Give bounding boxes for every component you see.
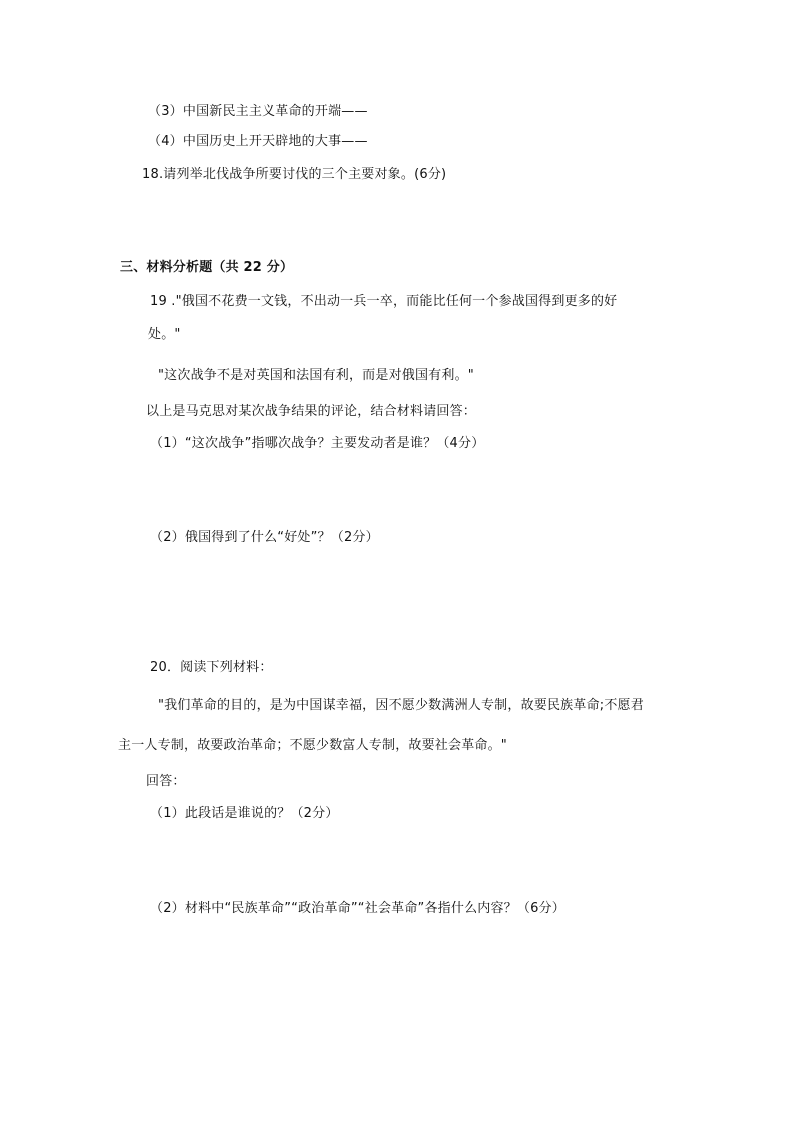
question-17-item-3: （3）中国新民主主义革命的开端—— [148, 104, 368, 119]
question-20: 20．阅读下列材料： [150, 660, 273, 675]
question-20-quote-line-2: 主一人专制，故要政治革命；不愿少数富人专制，故要社会革命。" [118, 738, 507, 753]
question-19-quote-line-2: 处。" [148, 327, 181, 342]
question-19-quote-2: "这次战争不是对英国和法国有利，而是对俄国有利。" [158, 368, 474, 383]
question-20-part-1: （1）此段话是谁说的？（2分） [150, 806, 339, 821]
question-20-quote-line-1: "我们革命的目的，是为中国谋幸福，因不愿少数满洲人专制，故要民族革命;不愿君 [158, 698, 644, 713]
question-17-item-4: （4）中国历史上开天辟地的大事—— [148, 134, 368, 149]
question-20-part-2: （2）材料中“民族革命”“政治革命”“社会革命”各指什么内容？（6分） [150, 901, 565, 916]
question-20-answer-label: 回答： [146, 774, 186, 789]
section-3-heading: 三、材料分析题（共 22 分） [120, 260, 294, 275]
question-19-part-1: （1）“这次战争”指哪次战争？主要发动者是谁？（4分） [150, 436, 485, 451]
question-19-intro: 以上是马克思对某次战争结果的评论，结合材料请回答： [146, 404, 477, 419]
question-19-part-2: （2）俄国得到了什么“好处”？（2分） [150, 530, 379, 545]
question-18: 18.请列举北伐战争所要讨伐的三个主要对象。(6分) [142, 167, 447, 182]
question-19-quote-line-1: 19 ."俄国不花费一文钱，不出动一兵一卒，而能比任何一个参战国得到更多的好 [150, 294, 618, 309]
